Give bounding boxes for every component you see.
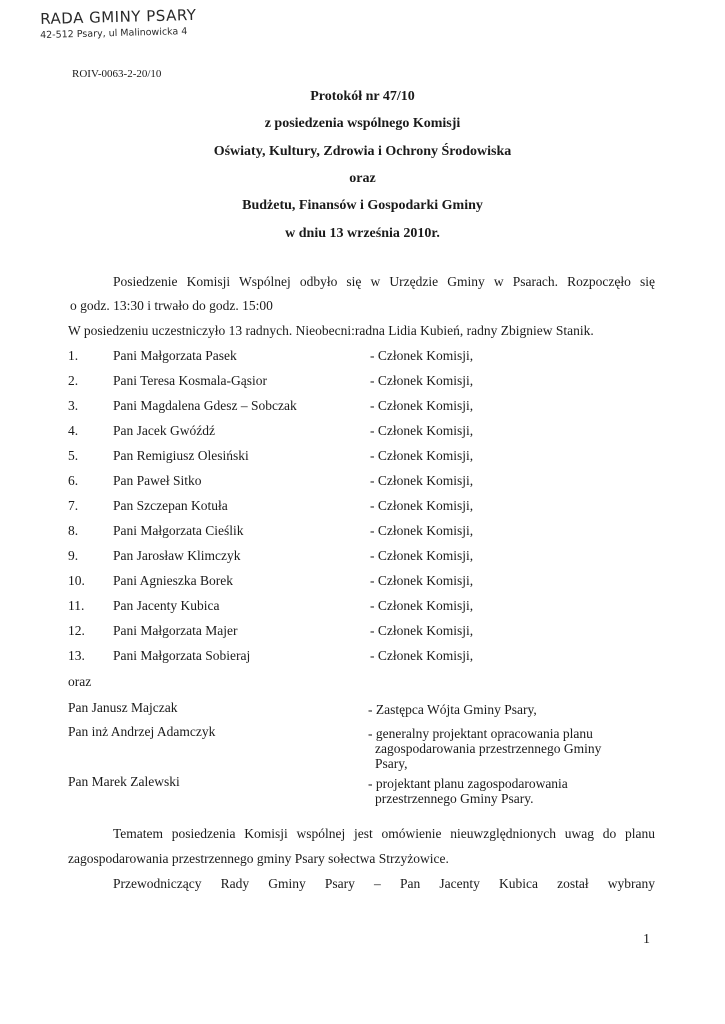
- topic-line: Tematem posiedzenia Komisji wspólnej jest omówienie nieuwzględnionych uwag do planu: [113, 826, 655, 841]
- member-role: - Członek Komisji,: [370, 598, 474, 613]
- guest-role-line: - Zastępca Wójta Gminy Psary,: [368, 702, 537, 717]
- stamp-address: 42-512 Psary, ul Malinowicka 4: [40, 26, 188, 41]
- member-name: Pani Małgorzata Cieślik: [113, 523, 244, 538]
- reference-number: ROIV-0063-2-20/10: [72, 68, 162, 80]
- member-role: - Członek Komisji,: [370, 623, 474, 638]
- stamp: [40, 5, 197, 41]
- member-number: 8.: [68, 523, 79, 538]
- member-name: Pani Małgorzata Sobieraj: [113, 648, 251, 663]
- guest-role-line: - projektant planu zagospodarowania: [368, 776, 568, 791]
- member-role: - Członek Komisji,: [370, 473, 474, 488]
- member-role: - Członek Komisji,: [370, 573, 474, 588]
- title-line: oraz: [349, 171, 376, 186]
- member-name: Pani Małgorzata Pasek: [113, 348, 237, 363]
- guest-role: [368, 726, 601, 771]
- member-name: Pani Małgorzata Majer: [113, 623, 238, 638]
- member-number: 10.: [68, 573, 85, 588]
- member-number: 3.: [68, 398, 79, 413]
- member-role: - Członek Komisji,: [370, 548, 474, 563]
- member-name: Pani Teresa Kosmala-Gąsior: [113, 373, 268, 388]
- guest-role-line: - generalny projektant opracowania planu: [368, 726, 593, 741]
- guest-name: Pan inż Andrzej Adamczyk: [68, 724, 216, 739]
- guest-role: [368, 702, 537, 717]
- page-number: 1: [643, 932, 650, 947]
- member-name: Pan Remigiusz Olesiński: [113, 448, 249, 463]
- member-role: - Członek Komisji,: [370, 348, 474, 363]
- member-name: Pan Paweł Sitko: [113, 473, 202, 488]
- member-role: - Członek Komisji,: [370, 523, 474, 538]
- intro-line: o godz. 13:30 i trwało do godz. 15:00: [70, 298, 273, 313]
- member-role: - Członek Komisji,: [370, 498, 474, 513]
- stamp-name: RADA GMINY PSARY: [40, 5, 197, 28]
- member-role: - Członek Komisji,: [370, 398, 474, 413]
- member-name: Pani Agnieszka Borek: [113, 573, 233, 588]
- guest-role-line: Psary,: [375, 756, 408, 771]
- guest-role: [368, 776, 568, 806]
- member-number: 11.: [68, 598, 85, 613]
- guest-name: Pan Janusz Majczak: [68, 700, 178, 715]
- title-line: Protokół nr 47/10: [310, 89, 415, 104]
- topic-line: zagospodarowania przestrzennego gminy Psary sołectwa Strzyżowice.: [68, 851, 449, 866]
- member-number: 1.: [68, 348, 79, 363]
- member-name: Pan Jacek Gwóźdź: [113, 423, 215, 438]
- title-line: Oświaty, Kultury, Zdrowia i Ochrony Środowiska: [213, 144, 512, 159]
- title-line: w dniu 13 września 2010r.: [285, 226, 440, 241]
- member-name: Pan Jarosław Klimczyk: [113, 548, 241, 563]
- intro-line: W posiedzeniu uczestniczyło 13 radnych. Nieobecni:radna Lidia Kubień, radny Zbigniew Stanik.: [68, 323, 594, 338]
- guest-name: Pan Marek Zalewski: [68, 774, 180, 789]
- member-number: 13.: [68, 648, 85, 663]
- member-number: 5.: [68, 448, 79, 463]
- member-role: - Członek Komisji,: [370, 648, 474, 663]
- member-role: - Członek Komisji,: [370, 373, 474, 388]
- member-number: 9.: [68, 548, 79, 563]
- member-role: - Członek Komisji,: [370, 448, 474, 463]
- oraz-label: oraz: [68, 674, 92, 689]
- title-line: z posiedzenia wspólnego Komisji: [264, 116, 461, 131]
- intro-line: Posiedzenie Komisji Wspólnej odbyło się w Urzędzie Gminy w Psarach. Rozpoczęło się: [113, 274, 655, 289]
- member-number: 2.: [68, 373, 79, 388]
- title-line: Budżetu, Finansów i Gospodarki Gminy: [242, 198, 483, 213]
- guest-role-line: przestrzennego Gminy Psary.: [375, 791, 534, 806]
- member-name: Pani Magdalena Gdesz – Sobczak: [113, 398, 297, 413]
- guest-role-line: zagospodarowania przestrzennego Gminy: [375, 741, 602, 756]
- member-number: 6.: [68, 473, 79, 488]
- member-name: Pan Jacenty Kubica: [113, 598, 220, 613]
- member-role: - Członek Komisji,: [370, 423, 474, 438]
- member-number: 4.: [68, 423, 79, 438]
- member-name: Pan Szczepan Kotuła: [113, 498, 228, 513]
- last-line: Przewodniczący Rady Gminy Psary – Pan Jacenty Kubica został wybrany: [113, 876, 655, 891]
- member-number: 7.: [68, 498, 79, 513]
- member-number: 12.: [68, 623, 85, 638]
